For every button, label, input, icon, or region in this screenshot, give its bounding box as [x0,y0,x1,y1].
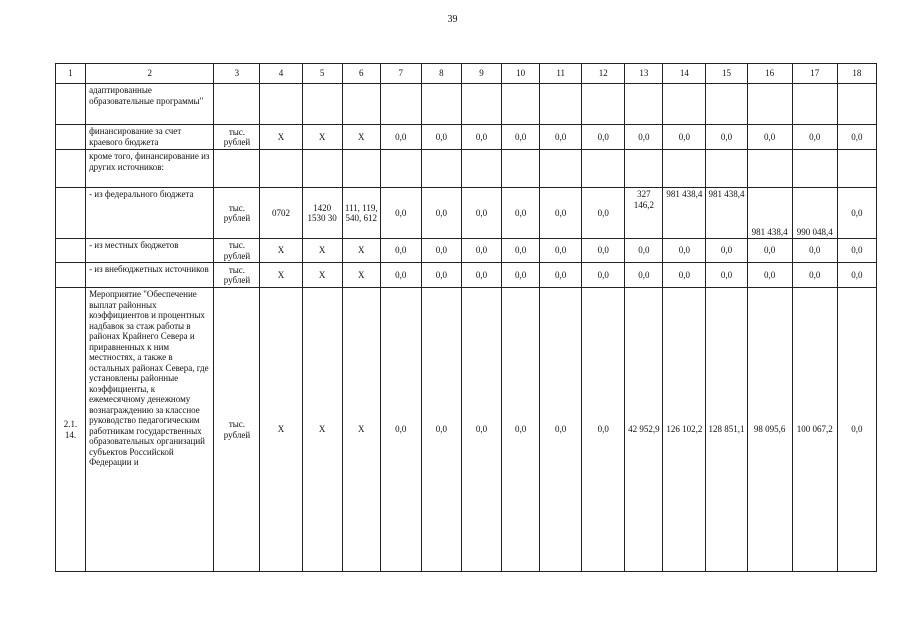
table-cell: Х [302,239,342,263]
table-cell [837,150,876,188]
table-cell: 0,0 [747,125,792,150]
header-cell: 17 [792,64,837,84]
table-cell: тыс. рублей [214,263,260,288]
page-number: 39 [447,14,458,25]
row-label-cell: - из местных бюджетов [86,239,214,263]
table-cell: 0,0 [540,239,582,263]
table-cell: Х [260,263,302,288]
table-cell: 0,0 [747,239,792,263]
table-cell: Х [302,288,342,572]
table-cell [461,84,501,125]
table-cell: 0,0 [461,288,501,572]
table-cell [582,84,625,125]
table-cell: 100 067,2 [792,288,837,572]
table-cell: тыс. рублей [214,239,260,263]
table-cell [540,150,582,188]
table-cell [421,150,461,188]
table-cell: 0,0 [540,125,582,150]
table-cell: Х [342,125,380,150]
header-row [56,64,877,84]
table-cell: 0,0 [837,288,876,572]
table-cell: 0,0 [625,263,663,288]
table-cell [342,84,380,125]
header-cell: 11 [540,64,582,84]
table-cell: 0,0 [380,288,421,572]
header-cell: 18 [837,64,876,84]
table-cell: 0,0 [837,239,876,263]
table-cell [56,188,86,239]
table-cell: 128 851,1 [706,288,747,572]
table-cell: 0,0 [502,239,540,263]
header-cell: 1 [56,64,86,84]
table-cell: 0,0 [582,288,625,572]
table-row [56,263,877,288]
table-row [56,288,877,572]
header-cell: 8 [421,64,461,84]
table-cell: 0,0 [625,239,663,263]
table-cell: 0,0 [582,239,625,263]
header-cell: 10 [502,64,540,84]
table-cell: 0,0 [582,125,625,150]
table-cell [342,150,380,188]
header-cell: 4 [260,64,302,84]
header-cell: 13 [625,64,663,84]
table-cell [302,150,342,188]
table-cell: 0,0 [706,239,747,263]
budget-table [55,63,877,572]
row-label-cell: адаптированные образовательные программы" [86,84,214,125]
header-cell: 6 [342,64,380,84]
table-cell: 1420 1530 30 [302,188,342,239]
table-cell [502,150,540,188]
table-cell [214,84,260,125]
table-cell: 0,0 [502,188,540,239]
table-row [56,188,877,239]
table-cell: Х [302,125,342,150]
table-cell [56,125,86,150]
table-cell: 990 048,4 [792,188,837,239]
table-cell [214,150,260,188]
table-cell: 0,0 [461,239,501,263]
table-cell [260,150,302,188]
table-cell: 0,0 [706,263,747,288]
table-cell [747,84,792,125]
header-cell: 2 [86,64,214,84]
table-cell [837,84,876,125]
table-cell: 0702 [260,188,302,239]
table-cell: 0,0 [582,188,625,239]
table-cell: Х [260,125,302,150]
table-cell: 0,0 [625,125,663,150]
table-cell: 0,0 [421,125,461,150]
header-cell: 9 [461,64,501,84]
row-label-cell: Мероприятие "Обеспечение выплат районных коэффициентов и процентных надбавок за стаж работы в районах Крайнего Севера и приравненных к ним местностях, а также в остальных районах Севера, где установлены районные коэффициенты, к ежемесячному денежному вознаграждению за классное руководство педагогическим работникам государственных образовательных организаций субъектов Российской Федерации и [86,288,214,572]
row-label-cell: кроме того, финансирование из других источников: [86,150,214,188]
table-cell [625,150,663,188]
table-cell: Х [260,239,302,263]
table-cell: 98 095,6 [747,288,792,572]
table-cell: Х [342,239,380,263]
table-cell: 0,0 [421,263,461,288]
table-cell [706,150,747,188]
table-cell: 0,0 [380,239,421,263]
table-cell [380,84,421,125]
table-cell [663,84,706,125]
header-cell: 7 [380,64,421,84]
table-cell: 0,0 [421,188,461,239]
table-cell: 0,0 [502,125,540,150]
table-cell: 126 102,2 [663,288,706,572]
table-cell [625,84,663,125]
row-label-cell: - из федерального бюджета [86,188,214,239]
header-cell: 14 [663,64,706,84]
table-cell: Х [342,263,380,288]
table-cell: 0,0 [706,125,747,150]
table-cell [56,263,86,288]
table-cell: 327 146,2 [625,188,663,239]
table-cell: 981 438,4 [706,188,747,239]
table-cell [56,84,86,125]
table-cell [502,84,540,125]
table-cell: Х [342,288,380,572]
table-cell: 0,0 [380,188,421,239]
table-cell: 0,0 [747,263,792,288]
table-cell: 0,0 [837,125,876,150]
header-cell: 3 [214,64,260,84]
table-cell [380,150,421,188]
table-cell [302,84,342,125]
table-cell: 0,0 [792,125,837,150]
table-cell: 0,0 [837,188,876,239]
header-cell: 12 [582,64,625,84]
table-cell: 0,0 [380,125,421,150]
table-cell: 0,0 [582,263,625,288]
header-cell: 16 [747,64,792,84]
table-cell: 0,0 [461,263,501,288]
table-cell [421,84,461,125]
table-cell: тыс. рублей [214,125,260,150]
table-cell [706,84,747,125]
table-cell [56,150,86,188]
header-cell: 5 [302,64,342,84]
table-cell [56,239,86,263]
table-cell: тыс. рублей [214,288,260,572]
row-label-cell: финансирование за счет краевого бюджета [86,125,214,150]
table-cell: 0,0 [540,288,582,572]
table-cell: 111, 119, 540, 612 [342,188,380,239]
table-cell: 0,0 [461,188,501,239]
table-cell [461,150,501,188]
table-cell: 0,0 [421,239,461,263]
table-row [56,125,877,150]
table-cell: 0,0 [461,125,501,150]
header-cell: 15 [706,64,747,84]
table-cell: тыс. рублей [214,188,260,239]
table-row [56,84,877,125]
table-cell: 0,0 [540,263,582,288]
table-cell: 0,0 [792,239,837,263]
table-cell [582,150,625,188]
table-cell: 0,0 [663,263,706,288]
table-cell: 0,0 [502,288,540,572]
table-row [56,239,877,263]
table-cell [792,84,837,125]
table-cell [747,150,792,188]
table-cell: 981 438,4 [663,188,706,239]
table-cell: 42 952,9 [625,288,663,572]
table-cell: 2.1. 14. [56,288,86,572]
table-cell: Х [302,263,342,288]
table-cell: 0,0 [380,263,421,288]
table-cell [792,150,837,188]
table-row [56,150,877,188]
table-cell: 981 438,4 [747,188,792,239]
table-cell [663,150,706,188]
table-cell [540,84,582,125]
table-cell: 0,0 [540,188,582,239]
table-cell: Х [260,288,302,572]
table-cell: 0,0 [792,263,837,288]
table-cell: 0,0 [837,263,876,288]
table-cell: 0,0 [663,239,706,263]
table-cell [260,84,302,125]
table-cell: 0,0 [502,263,540,288]
table-cell: 0,0 [663,125,706,150]
row-label-cell: - из внебюджетных источников [86,263,214,288]
table-cell: 0,0 [421,288,461,572]
